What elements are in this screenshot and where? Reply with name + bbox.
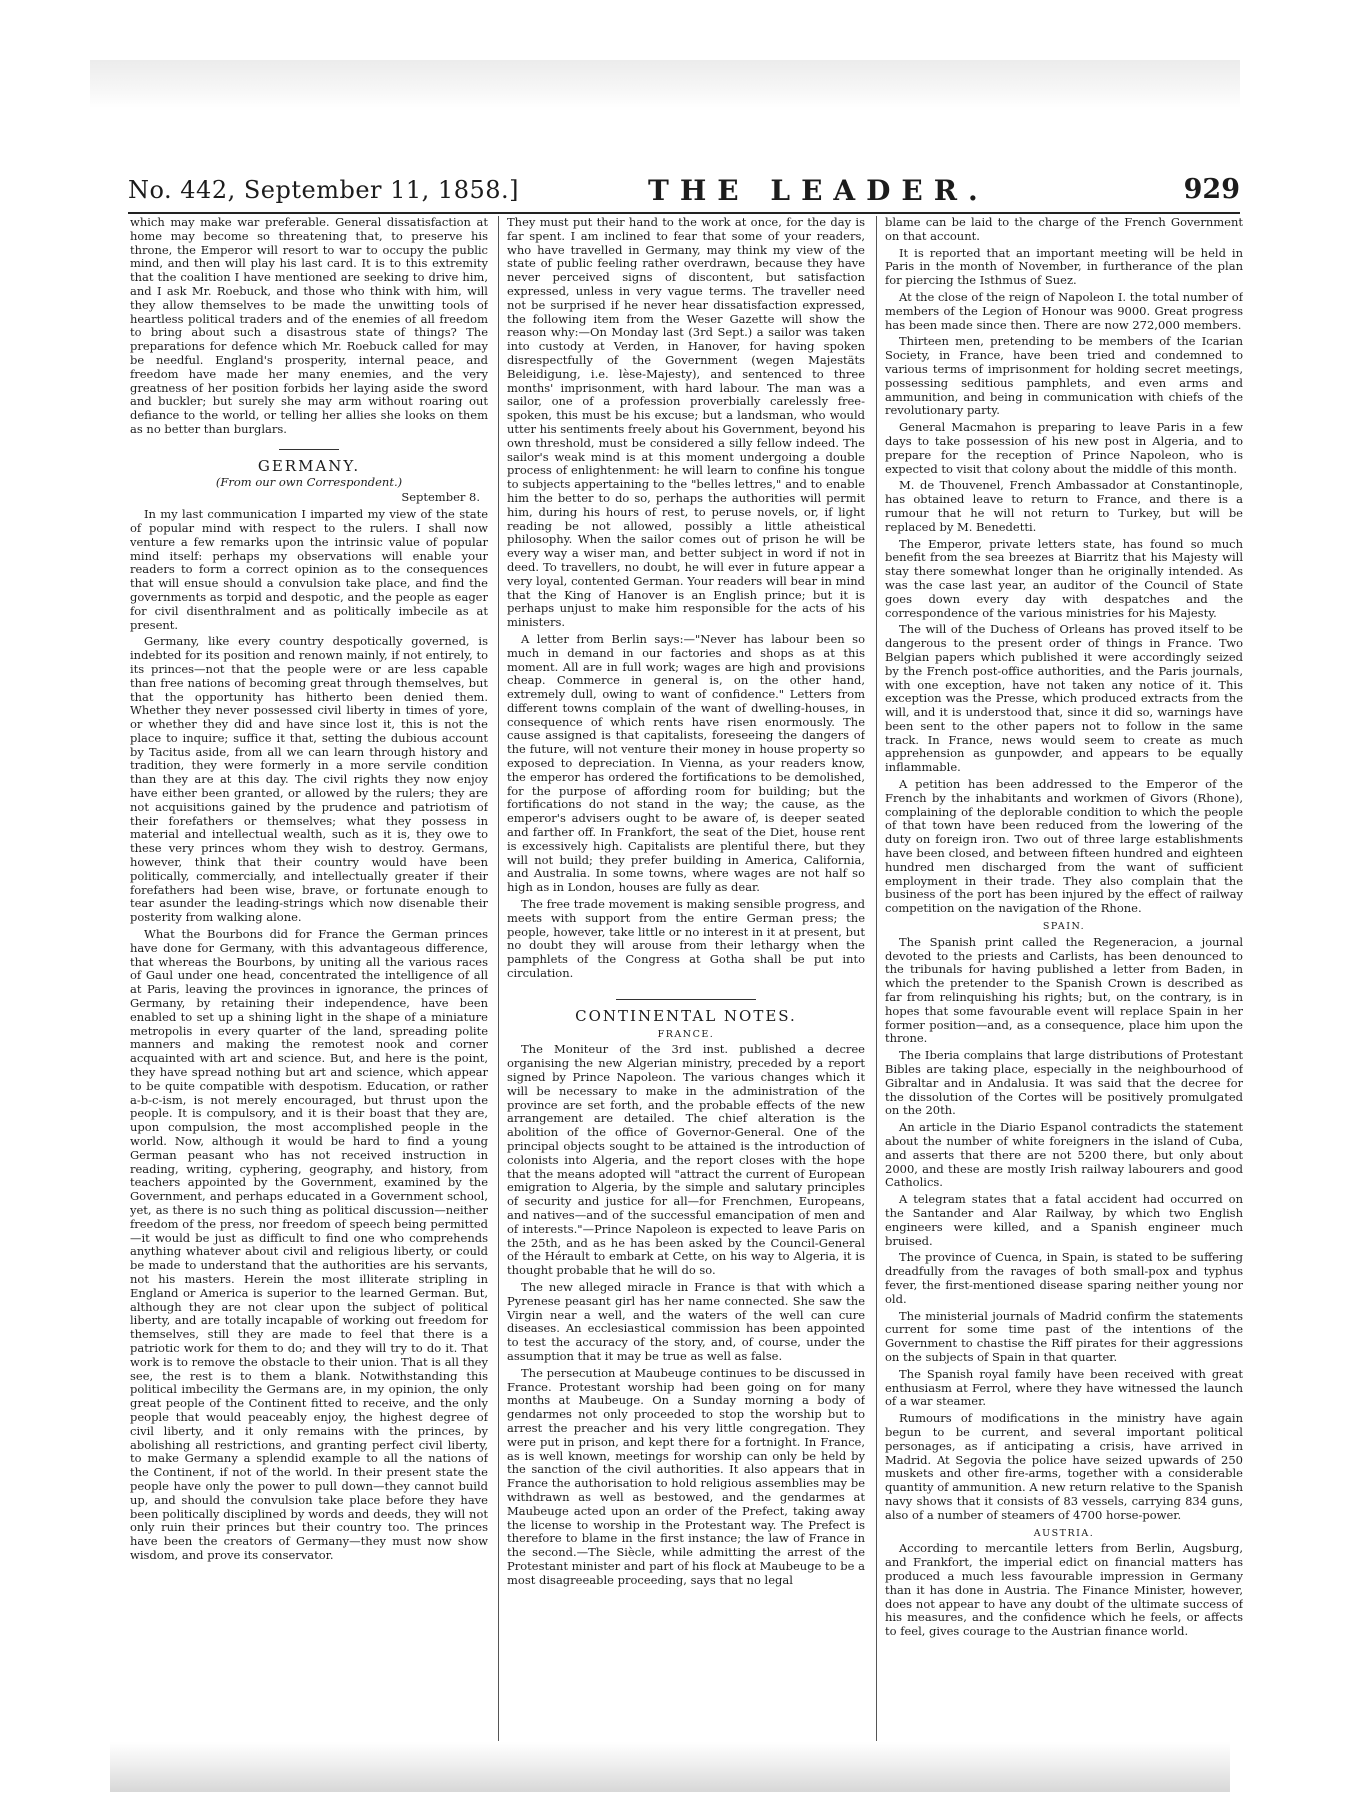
column-rule-2 [876,216,877,1741]
correspondent-line: (From our own Correspondent.) [215,474,403,489]
paragraph: The free trade movement is making sensible progress, and meets with support from the entire German press; the people, however, take little or no interest in it at present, but no doubt they will arouse from their lethargy when the pamphlets of the Congress at Gotha shall be put into circulation. [507,897,865,981]
continental-notes-heading: CONTINENTAL NOTES. [575,1006,797,1025]
scan-shadow-bottom [110,1742,1230,1792]
paragraph: A letter from Berlin says:—"Never has labour been so much in demand in our factories and shops as at this moment. All are in full work; wages are high and provisions cheap. Commerce in general is, on the other hand, extremely dull, owing to want of confidence." Letters from different towns complain of the want of dwelling-houses, in consequence of which rents have risen enormously. The cause assigned is that capitalists, foreseeing the dangers of the future, will not venture their money in house property so exposed to depreciation. In Vienna, as your readers know, the emperor has ordered the fortifications to be demolished, for the purpose of affording room for building; but the fortifications do not stand in the way; the cause, as the emperor's advisers ought to be aware of, is deeper seated and farther off. In Frankfort, the seat of the Diet, house rent is excessively high. Capitalists are plentiful there, but they will not build; they prefer building in America, California, and Australia. In some towns, where wages are not half so high as in London, houses are fully as dear. [507,631,865,895]
issue-line: No. 442, September 11, 1858.] [128,176,519,204]
paragraph: The Moniteur of the 3rd inst. published a decree organising the new Algerian ministry, preceded by a report signed by Prince Napoleon. The various changes which it will be necessary to make in the administration of the province are set forth, and the probable effects of the new arrangement are detailed. The chief alteration is the abolition of the office of Governor-General. One of the principal objects sought to be attained is the introduction of colonists into Algeria, and the report closes with the hope that the means adopted will "attract the current of European emigration to Algeria, by the simple and salutary principles of security and justice for all—for Frenchmen, Europeans, and natives—and of the successful emancipation of men and of interests."—Prince Napoleon is expected to leave Paris on the 25th, and as he has been asked by the Council-General of the Hérault to embark at Cette, on his way to Algeria, it is thought probable that he will do so. [507,1042,865,1278]
paragraph: which may make war preferable. General dissatisfaction at home may become so threatening that, to preserve his throne, the Emperor will resort to war to occupy the public mind, and then will play his last card. It is to this extremity that the coalition I have mentioned are seeking to drive him, and I ask Mr. Roebuck, and those who think with him, will they allow themselves to be made the unwitting tools of heartless political traders and of the enemies of all freedom to bring about such a disastrous state of things? The preparations for defence which Mr. Roebuck called for may be needful. England's prosperity, internal peace, and freedom have made her many enemies, and the very greatness of her position forbids her laying aside the sword and buckler; but surely she may arm without roaring out defiance to the world, or telling her allies she looks on them as no better than burglars. [130,216,488,436]
masthead [128,176,1240,214]
paragraph: The Emperor, private letters state, has found so much benefit from the sea breezes at Biarritz that his Majesty will stay there somewhat longer than he originally intended. As was the case last year, an auditor of the Council of State goes down every day with despatches and the correspondence of the various ministries for his Majesty. [885,536,1243,620]
paragraph: It is reported that an important meeting will be held in Paris in the month of November, in furtherance of the plan for piercing the Isthmus of Suez. [885,245,1243,288]
paragraph: Germany, like every country despotically governed, is indebted for its position and renown mainly, if not entirely, to its princes—not that the people were or are less capable than free nations of becoming great through themselves, but that the opportunity has hitherto been denied them. Whether they never possessed civil liberty in times of yore, or whether they did and have since lost it, this is not the place to inquire; suffice it that, setting the dubious account by Tacitus aside, from all we can learn through history and tradition, they were formerly in a more servile condition than they are at this day. The civil rights they now enjoy have either been granted, or allowed by the rulers; they are not acquisitions gained by the prudence and patriotism of their forefathers or themselves; what they possess in material and intellectual wealth, such as it is, they owe to these very princes whom they wish to destroy. Germans, however, think that their country would have been politically, commercially, and intellectually greater if their forefathers had been wise, brave, or fortunate enough to tear asunder the leading-strings which now disenable their posterity from walking alone. [130,634,488,925]
column-3 [885,216,1243,1741]
paragraph: M. de Thouvenel, French Ambassador at Constantinople, has obtained leave to return to France, and there is a rumour that he will not return to Turkey, but will be replaced by M. Benedetti. [885,478,1243,534]
column-1 [130,216,488,1741]
paragraph: The will of the Duchess of Orleans has proved itself to be dangerous to the present order of things in France. Two Belgian papers which published it were accordingly seized by the French post-office authorities, and the Paris journals, with one exception, have not taken any notice of it. This exception was the Presse, which produced extracts from the will, and it is understood that, since it did so, warnings have been sent to the other papers not to follow in the same track. In France, news would seem to create as much apprehension as gunpowder, and appears to be equally inflammable. [885,622,1243,775]
paragraph: Rumours of modifications in the ministry have again begun to be current, and several important political personages, as if anticipating a crisis, have arrived in Madrid. At Segovia the police have seized upwards of 250 muskets and other fire-arms, together with a considerable quantity of ammunition. A new return relative to the Spanish navy shows that it consists of 83 vessels, carrying 834 guns, also of a number of steamers of 4700 horse-power. [885,1411,1243,1522]
section-divider [279,449,339,450]
paragraph: According to mercantile letters from Berlin, Augsburg, and Frankfort, the imperial edict on financial matters has produced a much less favourable impression in Germany than it has done in Austria. The Finance Minister, however, does not appear to have any doubt of the ultimate success of his measures, and the confidence which he feels, or affects to feel, gives courage to the Austrian finance world. [885,1541,1243,1639]
paragraph: Thirteen men, pretending to be members of the Icarian Society, in France, have been tried and condemned to various terms of imprisonment for holding secret meetings, possessing seditious pamphlets, and even arms and ammunition, and being in communication with chiefs of the revolutionary party. [885,334,1243,418]
column-2 [507,216,865,1741]
paragraph: The persecution at Maubeuge continues to be discussed in France. Protestant worship had been going on for many months at Maubeuge. On a Sunday morning a body of gendarmes not only proceeded to stop the worship but to arrest the preacher and his very little congregation. They were put in prison, and kept there for a fortnight. In France, as is well known, meetings for worship can only be held by the sanction of the civil authorities. It also appears that in France the authorisation to hold religious assemblies may be withdrawn as well as bestowed, and the gendarmes at Maubeuge acted upon an order of the Prefect, taking away the license to worship in the Protestant way. The Prefect is therefore to blame in the first instance; the law of France in the second.—The Siècle, while admitting the arrest of the Protestant minister and part of his flock at Maubeuge to be a most disagreeable proceeding, says that no legal [507,1365,865,1587]
paragraph: General Macmahon is preparing to leave Paris in a few days to take possession of his new post in Algeria, and to prepare for the reception of Prince Napoleon, who is expected to visit that colony about the middle of this month. [885,420,1243,476]
paragraph: The Spanish print called the Regeneracion, a journal devoted to the priests and Carlists, has been denounced to the tribunals for having published a letter from Baden, in which the pretender to the Spanish Crown is described as far from relinquishing his rights; but, on the contrary, is in hopes that some favourable event will replace Spain in her former position—and, as a consequence, place him upon the throne. [885,934,1243,1046]
paragraph: A petition has been addressed to the Emperor of the French by the inhabitants and workmen of Givors (Rhone), complaining of the deplorable condition to which the people of that town have been reduced from the lowering of the duty on foreign iron. Two out of three large establishments have been closed, and between fifteen hundred and eighteen hundred men discharged from the want of sufficient employment in their trade. They also complain that the business of the port has been injured by the effect of railway competition on the navigation of the Rhone. [885,777,1243,916]
paragraph: In my last communication I imparted my view of the state of popular mind with respect to the rulers. I shall now venture a few remarks upon the intrinsic value of popular mind itself: perhaps my observations will enable your readers to form a correct opinion as to the consequences that will ensue should a convulsion take place, and find the governments as torpid and despotic, and the people as eager for civil disenthralment and as politically imbecile as at present. [130,507,488,632]
paragraph: The Iberia complains that large distributions of Protestant Bibles are taking place, especially in the neighbourhood of Gibraltar and in Andalusia. It was said that the decree for the dissolution of the Cortes will be positively promulgated on the 20th. [885,1048,1243,1118]
section-divider [616,999,756,1000]
column-rule-1 [498,216,499,1741]
paragraph: They must put their hand to the work at once, for the day is far spent. I am inclined to fear that some of your readers, who have travelled in Germany, may think my view of the state of public feeling rather overdrawn, because they have never perceived signs of discontent, but satisfaction expressed, unless in very vague terms. The traveller need not be surprised if he never hear dissatisfaction expressed, the following item from the Weser Gazette will show the reason why:—On Monday last (3rd Sept.) a sailor was taken into custody at Verden, in Hanover, for having spoken disrespectfully of the Government (wegen Majestäts Beleidigung, i.e. lèse-Majesty), and sentenced to three months' imprisonment, with hard labour. The man was a sailor, one of a profession proverbially carelessly free-spoken, this must be his excuse; but a landsman, who would utter his sentiments freely about his Government, beyond his own threshold, must be considered a silly fellow indeed. The sailor's weak mind is at this moment undergoing a double process of enlightenment: he will learn to confine his tongue to subjects appertaining to the "belles lettres," and to enable him the better to do so, perhaps the authorities will permit him, during his hours of rest, to peruse novels, or, if light reading be not allowed, possibly a little atheistical philosophy. When the sailor comes out of prison he will be every way a wiser man, and better subject in word if not in deed. To travellers, no doubt, he will ever in future appear a very loyal, contented German. Your readers will bear in mind that the King of Hanover is an English prince; but it is perhaps unjust to make him responsible for the acts of his ministers. [507,216,865,630]
paragraph: The new alleged miracle in France is that with which a Pyrenese peasant girl has her name connected. She saw the Virgin near a well, and the waters of the well can cure diseases. An ecclesiastical commission has been appointed to test the accuracy of the story, and, of course, under the assumption that it may be true as well as false. [507,1279,865,1363]
austria-subhead: AUSTRIA. [1033,1527,1095,1539]
spain-subhead: SPAIN. [1042,921,1086,933]
paragraph: The province of Cuenca, in Spain, is stated to be suffering dreadfully from the ravages of both small-pox and typhus fever, the first-mentioned disease sparing neither young nor old. [885,1250,1243,1306]
paragraph: blame can be laid to the charge of the French Government on that account. [885,216,1243,243]
paragraph: A telegram states that a fatal accident had occurred on the Santander and Alar Railway, by which two English engineers were killed, and a Spanish engineer much bruised. [885,1192,1243,1248]
paragraph: The Spanish royal family have been received with great enthusiasm at Ferrol, where they have witnessed the launch of a war steamer. [885,1366,1243,1409]
paragraph: An article in the Diario Espanol contradicts the statement about the number of white foreigners in the island of Cuba, and asserts that there are not 5200 there, but only about 2000, and these are mostly Irish railway labourers and good Catholics. [885,1120,1243,1190]
paragraph: At the close of the reign of Napoleon I. the total number of members of the Legion of Honour was 9000. Great progress has been made since then. There are now 272,000 members. [885,289,1243,332]
germany-heading: GERMANY. [257,456,361,475]
scan-shadow-top [90,60,1240,108]
dateline: September 8. [401,490,480,505]
newspaper-title: THE LEADER. [648,174,989,207]
page-number: 929 [1183,174,1240,205]
paragraph: What the Bourbons did for France the German princes have done for Germany, with this advantageous difference, that whereas the Bourbons, by uniting all the various races of Gaul under one head, concentrated the intelligence of all at Paris, leaving the provinces in ignorance, the princes of Germany, by retaining their independence, have been enabled to set up a shining light in the shape of a miniature metropolis in every quarter of the land, spreading polite manners and making the remotest nook and corner acquainted with art and science. But, and here is the point, they have spread nothing but art and science, which appear to be quite compatible with despotism. Education, or rather a-b-c-ism, is not merely encouraged, but thrust upon the people. It is compulsory, and it is their boast that they are, upon compulsion, the most accomplished people in the world. Now, although it would be hard to find a young German peasant who has not received instruction in reading, writing, cyphering, geography, and history, from teachers appointed by the Government, examined by the Government, and perhaps educated in a Government school, yet, as there is no such thing as political discussion—neither freedom of the press, nor freedom of speech being permitted—it would be just as difficult to find one who comprehends anything whatever about civil and religious liberty, or could be made to understand that the authorities are his servants, not his masters. Herein the most illiterate stripling in England or America is superior to the learned German. But, although they are not clear upon the subject of political liberty, and are totally incapable of working out freedom for themselves, still they are made to feel that there is a patriotic work for them to do; and they will try to do it. That work is to remove the obstacle to their union. That is all they see, the rest is to them a blank. Notwithstanding this political imbecility the Germans are, in my opinion, the only great people of the Continent fitted to receive, and the only people that would peaceably enjoy, the highest degree of civil liberty, and it only remains with the princes, by abolishing all restrictions, and granting perfect civil liberty, to make Germany a splendid example to all the nations of the Continent, if not of the world. In their present state the people have only the power to pull down—they cannot build up, and should the convulsion take place before they have been politically disciplined by words and deeds, they will not only ruin their princes but their country too. The princes have been the creators of Germany—they must now show wisdom, and prove its conservator. [130,927,488,1562]
paragraph: The ministerial journals of Madrid confirm the statements current for some time past of the intentions of the Government to chastise the Riff pirates for their aggressions on the subjects of Spain in that quarter. [885,1308,1243,1364]
france-subhead: FRANCE. [657,1028,715,1040]
